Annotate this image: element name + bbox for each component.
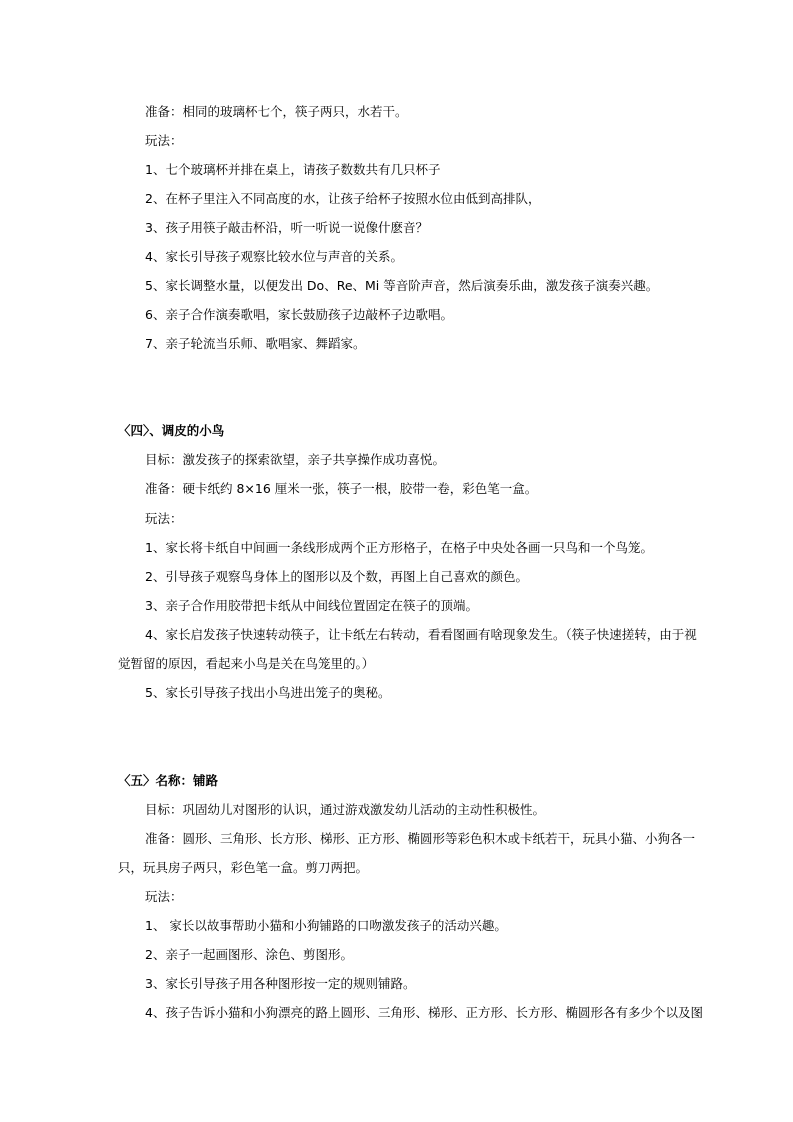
section3-play-label: 玩法：: [145, 133, 183, 148]
section4-step-4-continued: 觉暂留的原因，看起来小鸟是关在鸟笼里的。）: [118, 656, 375, 671]
section5-goal: 目标：巩固幼儿对图形的认识，通过游戏激发幼儿活动的主动性积极性。: [145, 802, 546, 817]
section3-step-3: 3、孩子用筷子敲击杯沿，听一听说一说像什麽音？: [145, 220, 428, 235]
section3-step-7: 7、亲子轮流当乐师、歌唱家、舞蹈家。: [145, 336, 366, 351]
section5-step-3: 3、家长引导孩子用各种图形按一定的规则铺路。: [145, 976, 416, 991]
section4-step-1: 1、家长将卡纸自中间画一条线形成两个正方形格子，在格子中央处各画一只鸟和一个鸟笼。: [145, 540, 653, 555]
section3-step-2: 2、在杯子里注入不同高度的水，让孩子给杯子按照水位由低到高排队，: [145, 191, 541, 206]
section5-step-2: 2、亲子一起画图形、涂色、剪图形。: [145, 947, 353, 962]
section3-step-5: 5、家长调整水量，以便发出 Do、Re、Mi 等音阶声音，然后演奏乐曲，激发孩子演奏兴趣。: [145, 278, 659, 293]
section5-prep-line-1: 准备：圆形、三角形、长方形、梯形、正方形、椭圆形等彩色积木或卡纸若干，玩具小猫、小狗各一: [145, 831, 696, 846]
section5-prep-line-2: 只，玩具房子两只，彩色笔一盒。剪刀两把。: [118, 860, 369, 875]
section5-heading: 〈五〉名称：铺路: [118, 773, 219, 788]
section4-step-5: 5、家长引导孩子找出小鸟进出笼子的奥秘。: [145, 685, 391, 700]
section5-play-label: 玩法：: [145, 889, 183, 904]
section4-step-4: 4、家长启发孩子快速转动筷子，让卡纸左右转动，看看图画有啥现象发生。（筷子快速搓转，由于视: [145, 627, 697, 642]
section5-step-1: 1、 家长以故事帮助小猫和小狗铺路的口吻激发孩子的活动兴趣。: [145, 918, 507, 933]
section5-step-4: 4、孩子告诉小猫和小狗漂亮的路上圆形、三角形、梯形、正方形、长方形、椭圆形各有多少个以及图: [145, 1005, 703, 1020]
section3-step-6: 6、亲子合作演奏歌唱，家长鼓励孩子边敲杯子边歌唱。: [145, 307, 453, 322]
section3-step-4: 4、家长引导孩子观察比较水位与声音的关系。: [145, 249, 403, 264]
section4-step-2: 2、引导孩子观察鸟身体上的图形以及个数，再图上自己喜欢的颜色。: [145, 569, 528, 584]
section3-step-1: 1、七个玻璃杯并排在桌上，请孩子数数共有几只杯子: [145, 162, 441, 177]
section4-goal: 目标：激发孩子的探索欲望，亲子共享操作成功喜悦。: [145, 452, 446, 467]
section4-step-3: 3、亲子合作用胶带把卡纸从中间线位置固定在筷子的顶端。: [145, 598, 478, 613]
section4-heading: 〈四〉、调皮的小鸟: [118, 423, 225, 438]
section4-play-label: 玩法：: [145, 511, 183, 526]
section4-prep: 准备：硬卡纸约 8×16 厘米一张，筷子一根，胶带一卷，彩色笔一盒。: [145, 481, 538, 496]
section3-prep: 准备：相同的玻璃杯七个，筷子两只，水若干。: [145, 104, 408, 119]
